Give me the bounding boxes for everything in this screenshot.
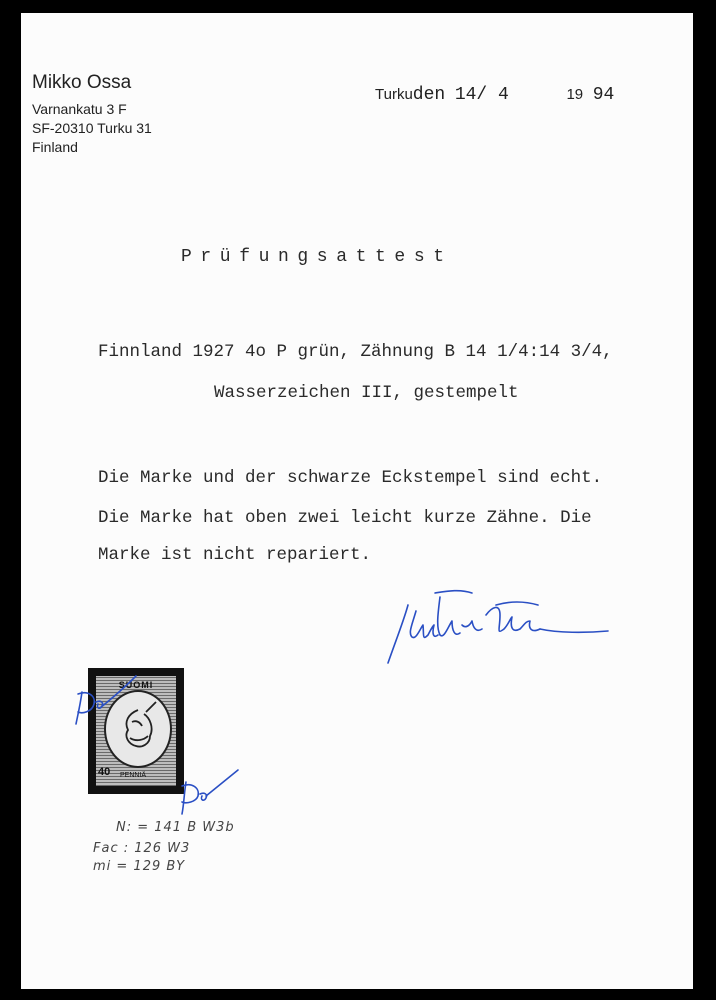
signature [360,585,620,675]
date-daymonth: 14/ 4 [454,85,509,105]
date-year: 94 [592,85,615,105]
blue-pen-mark-top [70,672,140,732]
sender-address [32,72,152,157]
item-line-2: Wasserzeichen III, gestempelt [214,383,519,403]
date-prefix: den [412,85,446,105]
text-line-3: Marke ist nicht repariert. [98,545,372,565]
text-line-1: Die Marke und der schwarze Eckstempel sind echt. [98,468,603,488]
catalog-note-1: N: = 141 B W3b [116,820,235,835]
stamp-currency: PENNIÄ [120,772,147,779]
sender-country: Finland [32,139,78,155]
blue-pen-mark-bottom [176,768,246,818]
sender-name: Mikko Ossa [32,72,132,93]
date-century: 19 [566,86,584,103]
stamp-value: 40 [98,766,111,778]
stamp-country: SUOMI [118,680,154,690]
item-line-1: Finnland 1927 4o P grün, Zähnung B 14 1/4:14 3/4, [98,342,613,362]
sender-street: Varnankatu 3 F [32,101,127,117]
catalog-note-3: mi = 129 BY [93,859,186,874]
date-line [375,85,614,105]
date-place: Turku [375,86,413,103]
catalog-note-2: Fac : 126 W3 [93,841,191,856]
sender-postal: SF-20310 Turku 31 [32,120,152,136]
text-line-2: Die Marke hat oben zwei leicht kurze Zähne. Die [98,508,592,528]
certificate-title: Prüfungsattest [181,247,453,267]
